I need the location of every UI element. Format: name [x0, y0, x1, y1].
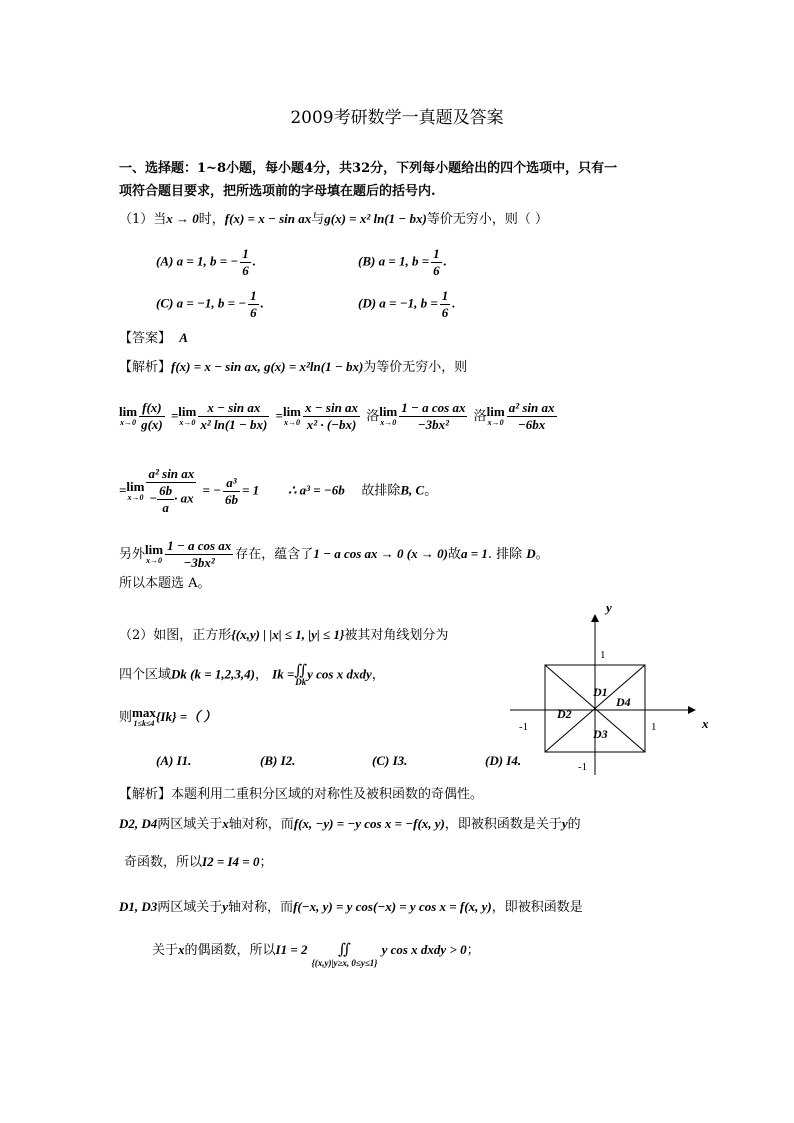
- question-1-stem: [119, 210, 548, 229]
- frac-den: −3bx²: [183, 555, 215, 570]
- l4-x: x: [178, 942, 185, 957]
- q1-option-d: [358, 288, 456, 321]
- frac-den: x² · (−bx): [306, 417, 357, 432]
- frac-den: 6: [242, 263, 249, 278]
- lim-sub: x→0: [120, 418, 137, 427]
- frac-1: [139, 400, 165, 433]
- lim-5: [487, 406, 505, 427]
- lim-word: lim: [282, 404, 302, 419]
- inner-frac: [157, 483, 174, 516]
- x-label: x: [702, 716, 709, 731]
- frac-num: a² sin ax: [508, 400, 555, 415]
- q1-option-d-frac: [440, 288, 451, 321]
- frac-den: a: [162, 500, 169, 515]
- l3-regions: D1, D3: [119, 899, 158, 914]
- another-text: 另外: [119, 547, 146, 562]
- frac-num: 1: [441, 288, 449, 303]
- frac-8: [165, 538, 233, 571]
- integral-region-2: {(x,y)|y≥x, 0≤y≤1}: [311, 958, 378, 968]
- frac-num: 1: [242, 246, 249, 261]
- integral-region: Dk: [295, 677, 307, 687]
- q2-option-b: (B) I2.: [260, 753, 296, 768]
- comma: ，: [371, 667, 385, 683]
- answer-label: 【答案】: [119, 331, 172, 346]
- q2-set: {(x,y) | |x| ≤ 1, |y| ≤ 1}: [231, 627, 345, 642]
- answer-line: [119, 329, 188, 348]
- frac-num: f(x): [139, 400, 165, 417]
- analysis1-label: 【解析】: [119, 360, 172, 375]
- l4-end: ；: [466, 943, 480, 958]
- l1-text-b: 两区域关于: [157, 817, 223, 832]
- q2-line1b: 被其对角线划分为: [344, 628, 449, 643]
- dot: .: [252, 253, 257, 269]
- tick-neg1-bottom: -1: [578, 761, 588, 773]
- frac-num: x − sin ax: [305, 400, 359, 415]
- limit-chain-row1: lim x→0 $\frac{f(x)}{g(x)}$ = lim x→0 $\frac{\text{x − sin ax}}{\text{x² ln(1 − bx)}}$ = lim x→0 $\frac{\text{x − sin ax}}{\text{x² · (−bx)}}$ 洛 lim x→0 $\frac{\text{1 − a cos ax}}{\text{−3bx²}}$ 洛 lim x→0 $\frac{\text{a² sin ax}}{-6bx}$: [119, 400, 555, 432]
- q1-option-a-text: (A) a = 1, b = −: [156, 253, 239, 269]
- frac-7: [223, 475, 240, 508]
- q2-option-a: (A) I1.: [156, 753, 192, 768]
- analysis2-line3: [119, 898, 583, 917]
- l1-y: y: [561, 816, 568, 831]
- q1-prefix: （1）当: [119, 212, 167, 227]
- frac-3: [303, 400, 360, 433]
- question-2-line3: [119, 707, 216, 728]
- q1-f: f(x) = x − sin ax: [224, 211, 312, 226]
- tick-1-top: 1: [600, 649, 606, 661]
- lim-sub: x→0: [487, 418, 504, 427]
- frac-den: 6b: [224, 491, 238, 507]
- gu-text: 故: [447, 547, 461, 562]
- l1-formula: f(x, −y) = −y cos x = −f(x, y): [293, 816, 445, 831]
- l3-y: y: [222, 899, 229, 914]
- lim-word: lim: [178, 404, 197, 419]
- frac-num: 1 − a cos ax: [167, 538, 232, 553]
- max-sub: 1≤k≤4: [133, 719, 155, 728]
- l4-formula: I1 = 2: [275, 942, 308, 957]
- lim-sub: x→0: [127, 492, 144, 502]
- exclude-vals: B, C: [400, 482, 425, 498]
- dot: .: [260, 295, 264, 311]
- q2-integrand: y cos x dxdy: [307, 666, 372, 682]
- section-header-line2: 项符合题目要求，把所选项前的字母填在题后的括号内.: [119, 184, 436, 199]
- cond2: 1 − a cos ax → 0 (x → 0): [313, 546, 448, 561]
- lim-sub: x→0: [179, 418, 196, 427]
- lim-sub: x→0: [146, 556, 163, 565]
- l1-text-c: 轴对称，而: [228, 817, 294, 832]
- question-2-line1: [119, 626, 448, 645]
- conclusion-line: 所以本题选 A。: [119, 576, 211, 591]
- period: 。: [424, 483, 438, 499]
- lim-2: [178, 406, 196, 427]
- q1-tail: 等价无穷小，则（ ）: [426, 212, 548, 227]
- analysis2-label: 【解析】: [119, 787, 172, 802]
- q1-option-a: [156, 246, 256, 279]
- l3-text-d: ，即被积函数是: [491, 900, 583, 915]
- q2-ik: Ik =: [272, 666, 295, 682]
- max-arg: {Ik} =（ ）: [155, 709, 217, 724]
- lim-sub: x→0: [283, 418, 300, 427]
- q1-option-c-frac: [248, 288, 259, 321]
- period: 。: [535, 547, 549, 562]
- label-D2: D2: [557, 707, 572, 721]
- question-2-line2: [119, 663, 385, 687]
- section-header-line1: 一、选择题：1~8小题，每小题4分，共32分，下列每小题给出的四个选项中，只有一: [119, 161, 618, 176]
- l1-x: x: [222, 816, 229, 831]
- label-D4: D4: [616, 695, 631, 709]
- analysis2-line1: [119, 815, 581, 834]
- frac-2: [198, 400, 269, 433]
- y-axis-arrow-icon: [591, 614, 599, 622]
- l1-text-d: ，即被积函数是关于: [444, 817, 562, 832]
- frac-num: 1: [250, 288, 257, 303]
- tick-1-right: 1: [651, 721, 657, 733]
- q2-option-d: (D) I4.: [485, 753, 522, 768]
- lim-sub: x→0: [380, 418, 397, 427]
- frac-num: 1: [433, 246, 440, 261]
- page-title: 2009考研数学一真题及答案: [290, 108, 504, 128]
- l4-integrand: y cos x dxdy > 0: [381, 942, 467, 957]
- l4-text-a: 关于: [152, 943, 179, 958]
- analysis2-line2: [124, 853, 272, 872]
- label-D3: D3: [593, 727, 608, 741]
- luo-2: 洛: [473, 409, 487, 424]
- q1-option-c-text: (C) a = −1, b = −: [156, 295, 247, 311]
- l2-formula: I2 = I4 = 0: [202, 854, 260, 869]
- double-integral-sign: ∬: [294, 661, 308, 679]
- label-D1: D1: [593, 685, 608, 699]
- frac-4: [399, 400, 467, 433]
- lim-word: lim: [119, 404, 138, 419]
- frac-den: − $\frac{6b}{a}$ · ax: [149, 483, 194, 515]
- luo-1: 洛: [366, 409, 380, 424]
- frac-num: x − sin ax: [198, 400, 269, 417]
- analysis2-line4: [152, 940, 480, 968]
- double-integral-2: [312, 940, 378, 968]
- lim-3: [283, 406, 301, 427]
- l1-regions: D2, D4: [119, 816, 158, 831]
- q1-option-b-text: (B) a = 1, b =: [358, 253, 430, 269]
- analysis2-text: 本题利用二重积分区域的对称性及被积函数的奇偶性。: [171, 787, 484, 802]
- q2-line2a: 四个区域: [119, 667, 172, 683]
- a-eq-1: a = 1: [460, 546, 488, 561]
- therefore: ∴ a³ = −6b: [288, 482, 345, 498]
- analysis1-expr: f(x) = x − sin ax, g(x) = x²ln(1 − bx): [171, 359, 364, 374]
- frac-den: 6: [250, 305, 257, 320]
- frac-den: g(x): [141, 417, 163, 432]
- q1-shi: 时，: [198, 212, 225, 227]
- q1-option-d-text: (D) a = −1, b =: [358, 295, 438, 311]
- excluded-D: D: [526, 546, 536, 561]
- analysis2-intro: [119, 786, 483, 804]
- tick-neg1-left: -1: [519, 721, 529, 733]
- lim-word: lim: [145, 542, 164, 557]
- region-figure: [500, 600, 720, 780]
- q1-option-c: [156, 288, 264, 321]
- frac-den: −6bx: [517, 417, 546, 432]
- max-word: max: [132, 705, 156, 720]
- frac-den-tail: · ax: [174, 490, 194, 506]
- l2-end: ；: [259, 855, 273, 870]
- q1-yu: 与: [311, 212, 325, 227]
- frac-den: x² ln(1 − bx): [200, 417, 268, 432]
- q1-option-b: [358, 246, 447, 279]
- lim-word: lim: [379, 404, 398, 419]
- q2-line3a: 则: [119, 710, 133, 725]
- lim-word: lim: [486, 404, 505, 419]
- l4-text-b: 的偶函数，所以: [184, 943, 276, 958]
- max-op: [132, 707, 156, 728]
- analysis1-intro: [119, 358, 467, 377]
- limit-chain-row2: = lim x→0 a² sin ax − $\frac{6b}{a}$ · ax = − $\frac{\text{a³}}{6b}$ = 1 ∴ a³ = −6b 故排除B, C。: [119, 466, 438, 515]
- double-integral: [294, 663, 307, 687]
- q1-option-b-frac: [431, 246, 442, 279]
- l2-text: 奇函数，所以: [124, 855, 203, 870]
- lim-7: [145, 544, 163, 565]
- l1-text-e: 的: [567, 817, 581, 832]
- analysis1-tail: 为等价无穷小，则: [363, 360, 468, 375]
- exists-text: 存在，蕴含了: [235, 547, 314, 562]
- lim-word: lim: [126, 478, 145, 494]
- dot: .: [452, 295, 456, 311]
- double-integral-sign: ∬: [338, 940, 351, 958]
- lim-6: [126, 478, 145, 502]
- dot: .: [443, 253, 447, 269]
- frac-num: a² sin ax: [148, 466, 195, 481]
- q2-line1a: （2）如图，正方形: [119, 628, 232, 643]
- l3-text-b: 两区域关于: [157, 900, 223, 915]
- q2-option-c: (C) I3.: [372, 753, 408, 768]
- another-line: [119, 538, 549, 571]
- x-axis-arrow-icon: [688, 706, 696, 714]
- frac-den: −3bx²: [417, 417, 450, 432]
- frac-den: 6: [441, 305, 449, 320]
- comma: ，: [254, 667, 268, 683]
- frac-num: 6b: [159, 483, 173, 498]
- lim-1: [119, 406, 137, 427]
- frac-5: [507, 400, 557, 433]
- frac-6: [146, 466, 196, 516]
- l3-formula: f(−x, y) = y cos(−x) = y cos x = f(x, y): [293, 899, 492, 914]
- lim-4: [379, 406, 397, 427]
- q1-condition: x → 0: [166, 211, 199, 226]
- equals-one: = 1: [241, 482, 260, 498]
- frac-num: 1 − a cos ax: [401, 400, 466, 415]
- answer-value: A: [179, 330, 188, 345]
- l3-text-c: 轴对称，而: [228, 900, 294, 915]
- frac-den: 6: [433, 263, 440, 278]
- q2-dk: Dk (k = 1,2,3,4): [171, 666, 255, 682]
- q1-option-a-frac: [240, 246, 251, 279]
- exclude2-text: . 排除: [487, 547, 523, 562]
- y-label: y: [606, 600, 612, 615]
- frac-num: a³: [223, 475, 240, 492]
- q1-g: g(x) = x² ln(1 − bx): [324, 211, 427, 226]
- exclude-text: 故排除: [361, 483, 401, 499]
